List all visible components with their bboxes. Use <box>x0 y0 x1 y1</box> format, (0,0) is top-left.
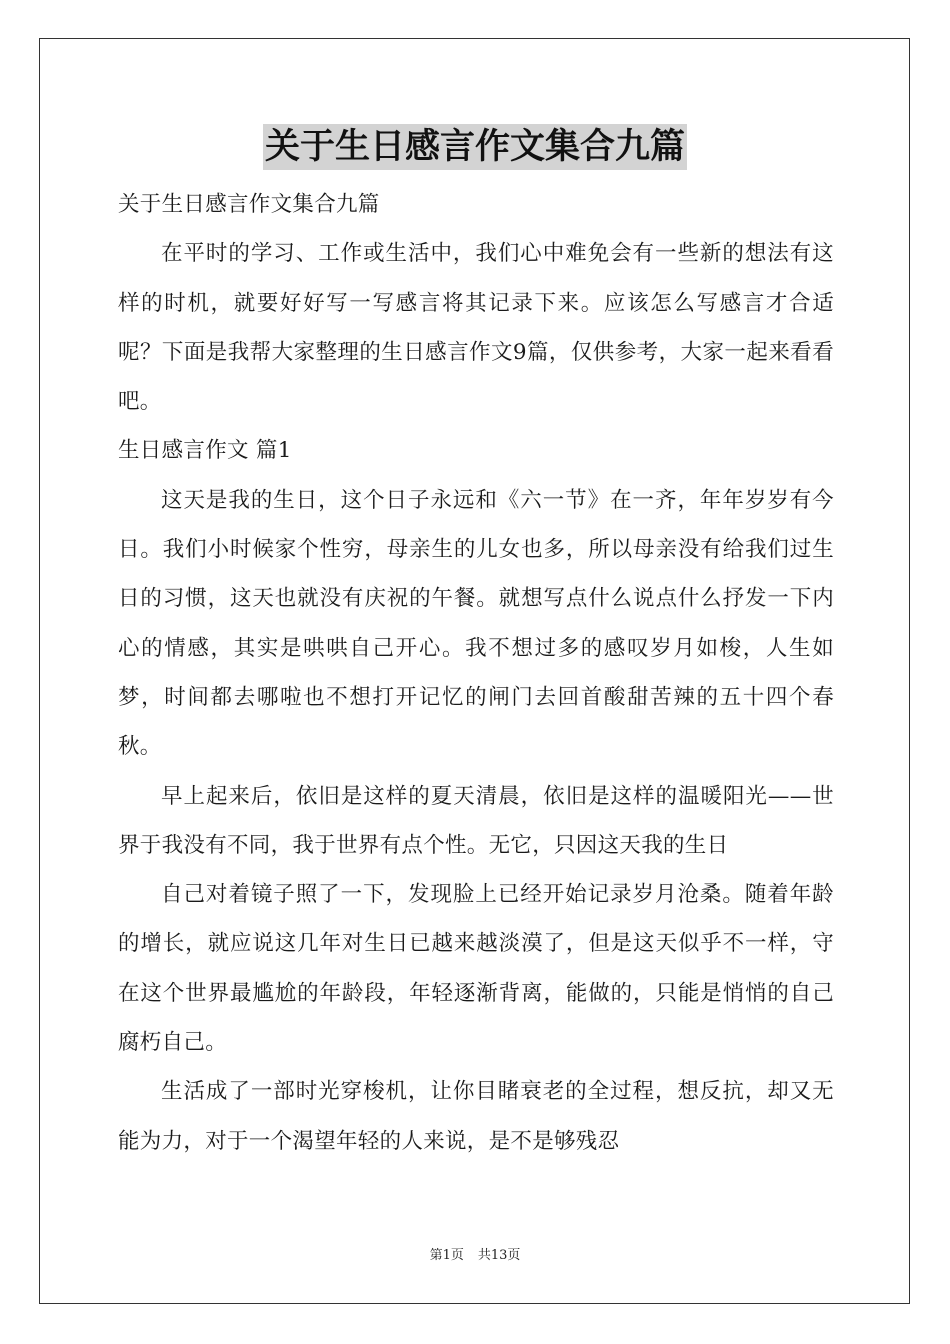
document-body <box>118 180 834 1166</box>
paragraph: 这天是我的生日，这个日子永远和《六一节》在一齐，年年岁岁有今日。我们小时候家个性穷，母亲生的儿女也多，所以母亲没有给我们过生日的习惯，这天也就没有庆祝的午餐。就想写点什么说点什么抒发一下内心的情感，其实是哄哄自己开心。我不想过多的感叹岁月如梭，人生如梦，时间都去哪啦也不想打开记忆的闸门去回首酸甜苦辣的五十四个春秋。 <box>118 487 834 760</box>
paragraph: 自己对着镜子照了一下，发现脸上已经开始记录岁月沧桑。随着年龄的增长，就应说这几年对生日已越来越淡漠了，但是这天似乎不一样，守在这个世界最尴尬的年龄段，年轻逐渐背离，能做的，只能是悄悄的自己腐朽自己。 <box>118 882 834 1056</box>
document-subtitle: 关于生日感言作文集合九篇 <box>118 192 380 217</box>
paragraph: 生活成了一部时光穿梭机，让你目睹衰老的全过程，想反抗，却又无能为力，对于一个渴望年轻的人来说，是不是够残忍 <box>118 1079 834 1154</box>
page-total: 共13页 <box>477 1248 521 1263</box>
title-container <box>0 124 950 170</box>
page-footer <box>0 1247 950 1265</box>
page-number: 第1页 <box>429 1248 464 1263</box>
paragraph: 早上起来后，依旧是这样的夏天清晨，依旧是这样的温暖阳光——世界于我没有不同，我于世界有点个性。无它，只因这天我的生日 <box>118 783 834 858</box>
section-heading: 生日感言作文 篇1 <box>118 438 292 464</box>
document-title: 关于生日感言作文集合九篇 <box>263 124 687 170</box>
paragraph-intro: 在平时的学习、工作或生活中，我们心中难免会有一些新的想法有这样的时机，就要好好写一写感言将其记录下来。应该怎么写感言才合适呢？下面是我帮大家整理的生日感言作文9篇，仅供参考，大家一起来看看吧。 <box>118 241 834 415</box>
